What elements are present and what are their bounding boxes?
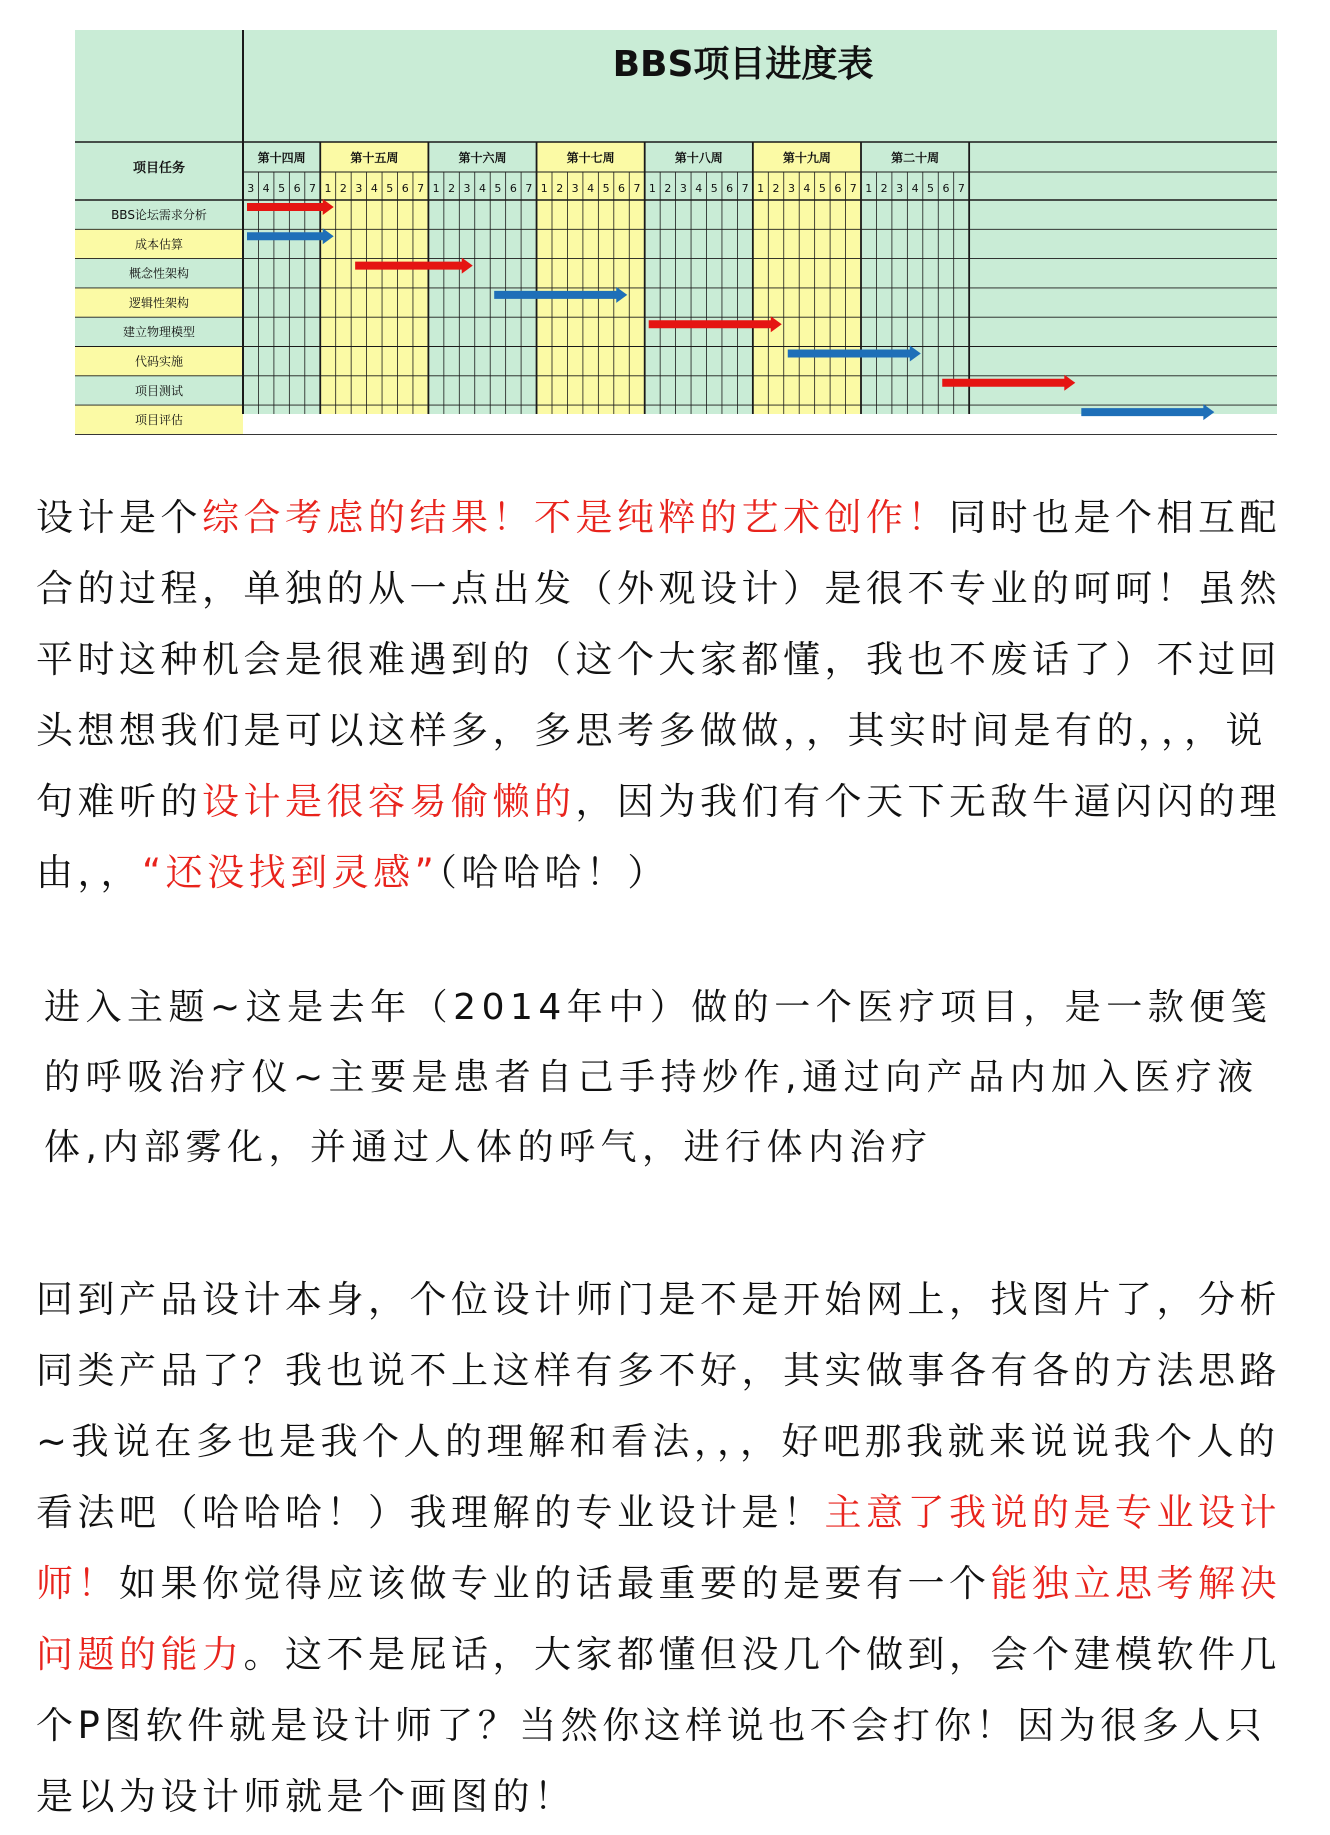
- day-label: 6: [618, 182, 626, 195]
- paragraph-design-thoughts: [36, 1264, 1298, 1832]
- gantt-chart: [75, 30, 1277, 428]
- day-label: 4: [911, 182, 919, 195]
- day-label: 4: [695, 182, 703, 195]
- body-text: 同时也是个相互配合的过程，单独的从一点出发（外观设计）是很不专业的呵呵！虽然平时这种机会是很难遇到的（这个大家都懂，我也不废话了）不过回头想想我们是可以这样多，多思考多做做，，其实时间是有的，，，说句难听的: [36, 496, 1281, 823]
- day-label: 4: [262, 182, 270, 195]
- gantt-title: BBS项目进度表: [612, 44, 874, 85]
- highlighted-text: 综合考虑的结果！不是纯粹的艺术创作！: [202, 496, 949, 539]
- day-label: 4: [587, 182, 595, 195]
- day-label: 5: [494, 182, 502, 195]
- highlighted-text: 主意了我说的是专业设计师！: [36, 1491, 1281, 1605]
- day-label: 7: [633, 182, 641, 195]
- week-label: 第十七周: [566, 151, 615, 165]
- highlighted-text: 设计是很容易偷懒的: [202, 780, 576, 823]
- body-text: 回到产品设计本身，个位设计师门是不是开始网上，找图片了，分析同类产品了？我也说不上这样有多不好，其实做事各有各的方法思路~我说在多也是我个人的理解和看法，，，好吧那我就来说说我个人的看法吧（哈哈哈！）我理解的专业设计是！: [36, 1278, 1281, 1534]
- body-text: 。这不是屁话，大家都懂但没几个做到，会个建模软件几个P图软件就是设计师了？当然你这样说也不会打你！因为很多人只是以为设计师就是个画图的！: [36, 1633, 1281, 1818]
- highlighted-text: “还没找到灵感”: [142, 851, 439, 894]
- day-label: 7: [849, 182, 857, 195]
- day-label: 7: [417, 182, 425, 195]
- day-label: 7: [525, 182, 533, 195]
- day-label: 3: [247, 182, 255, 195]
- task-label: 项目测试: [134, 383, 184, 398]
- body-text: （哈哈哈！）: [438, 851, 669, 894]
- body-text: 设计是个: [36, 496, 202, 539]
- day-label: 7: [741, 182, 749, 195]
- day-label: 5: [927, 182, 935, 195]
- task-label: 概念性架构: [128, 266, 190, 281]
- highlighted-text: 能独立思考解决问题的能力: [36, 1562, 1281, 1676]
- week-label: 第十五周: [350, 151, 399, 165]
- day-label: 3: [787, 182, 795, 195]
- day-label: 4: [370, 182, 378, 195]
- day-label: 1: [648, 182, 656, 195]
- day-label: 6: [942, 182, 950, 195]
- day-label: 3: [355, 182, 363, 195]
- day-label: 7: [309, 182, 317, 195]
- body-text: ，因为我们有个天下无敌牛逼闪闪的理由，，: [36, 780, 1281, 894]
- task-label: 建立物理模型: [122, 325, 196, 340]
- week-label: 第十八周: [674, 151, 723, 165]
- day-label: 5: [386, 182, 394, 195]
- week-label: 第二十周: [891, 151, 940, 165]
- task-label: 项目评估: [134, 413, 184, 428]
- day-label: 3: [571, 182, 579, 195]
- day-label: 7: [957, 182, 965, 195]
- day-label: 2: [556, 182, 564, 195]
- day-label: 6: [834, 182, 842, 195]
- day-label: 1: [757, 182, 765, 195]
- task-arrow-blue: [1081, 404, 1214, 420]
- day-label: 3: [896, 182, 904, 195]
- day-label: 1: [432, 182, 440, 195]
- day-label: 2: [772, 182, 780, 195]
- day-label: 1: [324, 182, 332, 195]
- paragraph-project-intro: [44, 973, 1306, 1183]
- task-label: 成本估算: [134, 237, 184, 252]
- day-label: 3: [463, 182, 471, 195]
- task-label: BBS论坛需求分析: [111, 208, 207, 222]
- day-label: 4: [803, 182, 811, 195]
- task-column-header: 项目任务: [132, 161, 186, 176]
- body-text: 如果你觉得应该做专业的话最重要的是要有一个: [119, 1562, 991, 1605]
- day-label: 6: [293, 182, 301, 195]
- day-label: 1: [540, 182, 548, 195]
- day-label: 6: [401, 182, 409, 195]
- day-label: 2: [339, 182, 347, 195]
- day-label: 2: [448, 182, 456, 195]
- week-label: 第十四周: [257, 151, 306, 165]
- body-text: 进入主题~这是去年（2014年中）做的一个医疗项目，是一款便笺的呼吸治疗仪~主要是患者自己手持炒作,通过向产品内加入医疗液体,内部雾化，并通过人体的呼气，进行体内治疗: [44, 987, 1273, 1168]
- day-label: 4: [478, 182, 486, 195]
- task-label: 代码实施: [134, 354, 184, 369]
- day-label: 3: [679, 182, 687, 195]
- day-label: 6: [726, 182, 734, 195]
- day-label: 5: [278, 182, 286, 195]
- week-label: 第十六周: [458, 151, 507, 165]
- day-label: 6: [509, 182, 517, 195]
- day-label: 2: [664, 182, 672, 195]
- day-label: 5: [602, 182, 610, 195]
- week-label: 第十九周: [782, 151, 831, 165]
- paragraph-design-intro: [36, 482, 1298, 908]
- day-label: 1: [865, 182, 873, 195]
- day-label: 2: [880, 182, 888, 195]
- day-label: 5: [710, 182, 718, 195]
- task-label: 逻辑性架构: [128, 295, 190, 310]
- gantt-chart-image: [75, 30, 1277, 428]
- day-label: 5: [818, 182, 826, 195]
